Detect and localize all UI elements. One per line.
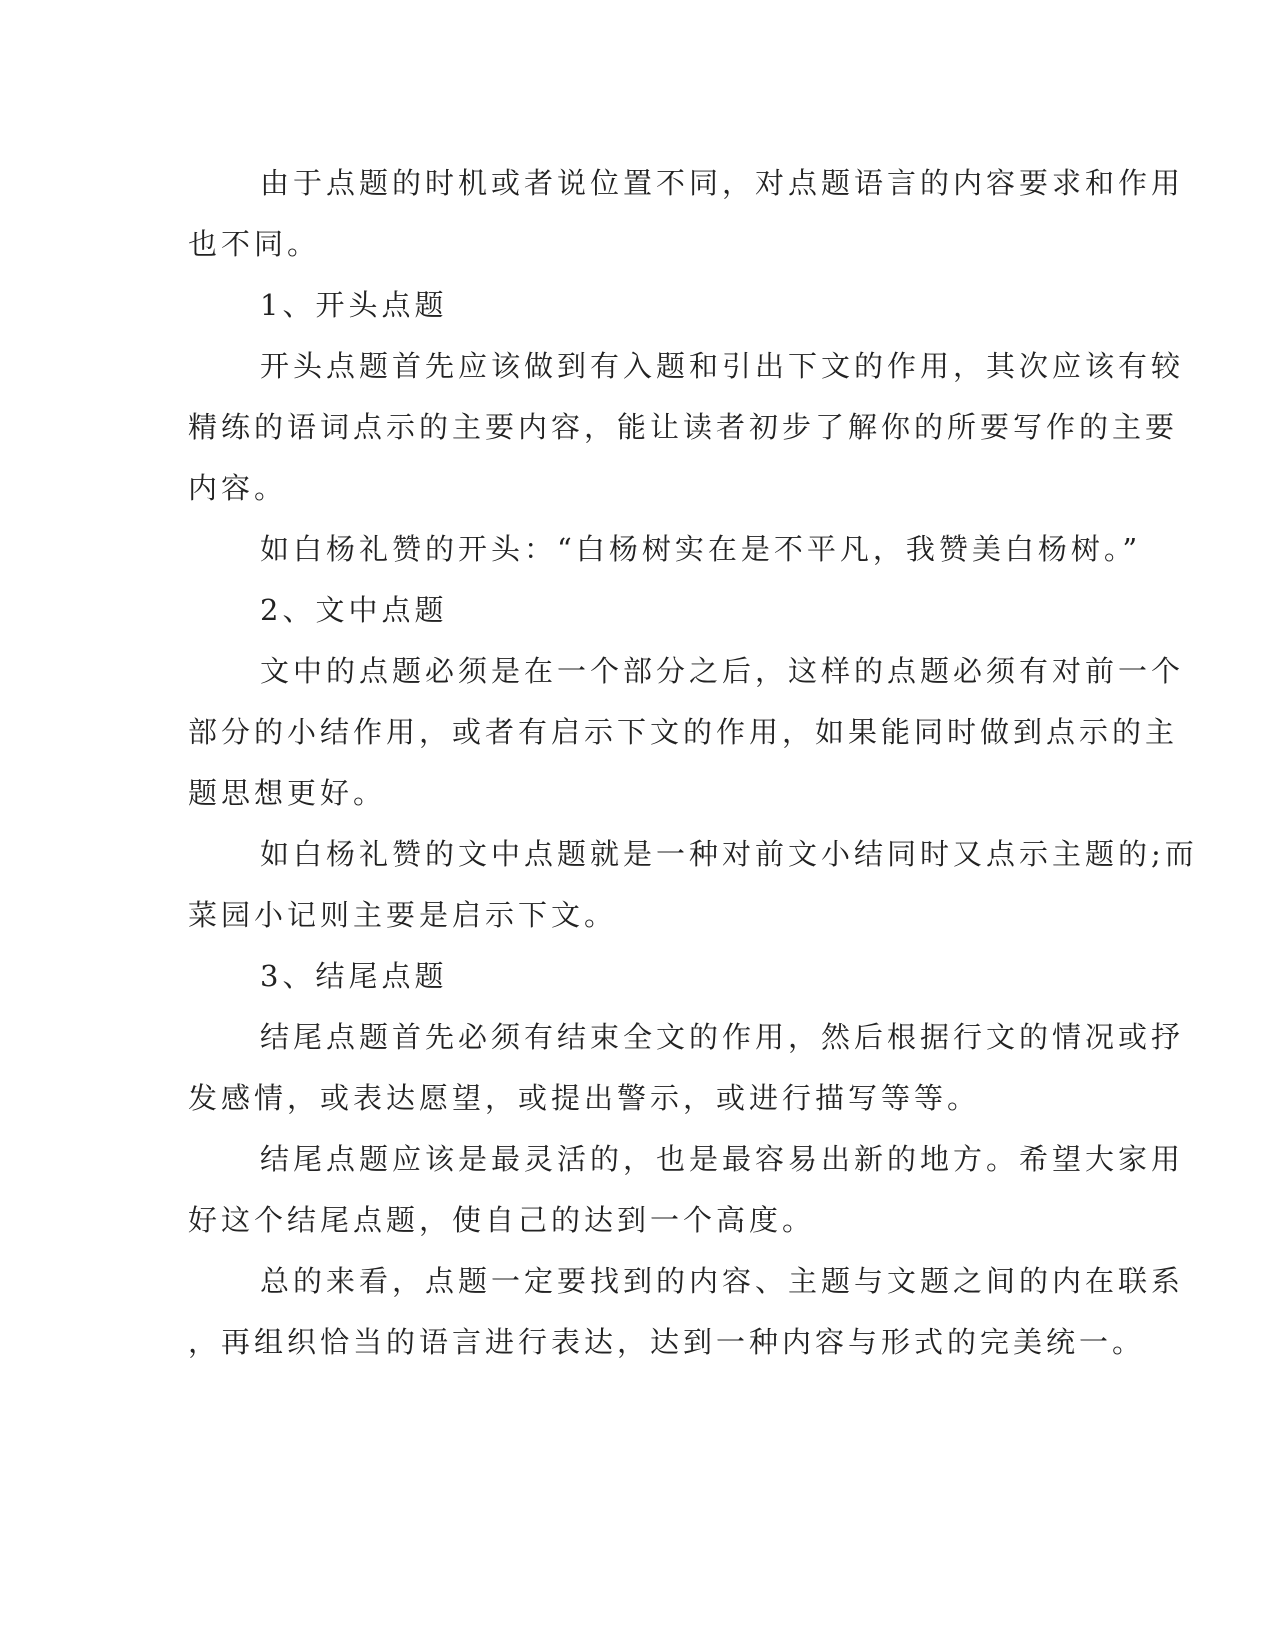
- text-line: 发感情，或表达愿望，或提出警示，或进行描写等等。: [188, 1081, 981, 1115]
- text-line: 由于点题的时机或者说位置不同，对点题语言的内容要求和作用: [260, 166, 1185, 200]
- text-line: 结尾点题首先必须有结束全文的作用，然后根据行文的情况或抒: [260, 1020, 1185, 1054]
- text-line: 部分的小结作用，或者有启示下文的作用，如果能同时做到点示的主: [188, 715, 1179, 749]
- text-line: ，再组织恰当的语言进行表达，达到一种内容与形式的完美统一。: [188, 1325, 1146, 1359]
- heading-ending-point: [188, 946, 1068, 1007]
- paragraph-opening-explanation: [188, 336, 1185, 519]
- section-heading: 2、文中点题: [260, 593, 448, 627]
- paragraph-middle-example: [188, 824, 1198, 946]
- text-line: 好这个结尾点题，使自己的达到一个高度。: [188, 1203, 816, 1237]
- paragraph-summary: [188, 1251, 1185, 1373]
- text-line: 结尾点题应该是最灵活的，也是最容易出新的地方。希望大家用: [260, 1142, 1185, 1176]
- text-line: 也不同。: [188, 227, 321, 261]
- text-line: 总的来看，点题一定要找到的内容、主题与文题之间的内在联系: [260, 1264, 1185, 1298]
- text-line: 如白杨礼赞的文中点题就是一种对前文小结同时又点示主题的;而: [260, 837, 1198, 871]
- document-body: [188, 153, 1198, 1373]
- text-line: 如白杨礼赞的开头：“白杨树实在是不平凡，我赞美白杨树。”: [260, 532, 1142, 566]
- text-line: 开头点题首先应该做到有入题和引出下文的作用，其次应该有较: [260, 349, 1185, 383]
- paragraph-ending-advice: [188, 1129, 1185, 1251]
- text-line: 精练的语词点示的主要内容，能让读者初步了解你的所要写作的主要: [188, 410, 1179, 444]
- paragraph-intro: [188, 153, 1185, 275]
- paragraph-middle-explanation: [188, 641, 1185, 824]
- text-line: 菜园小记则主要是启示下文。: [188, 898, 618, 932]
- text-line: 题思想更好。: [188, 776, 387, 810]
- paragraph-opening-example: [188, 519, 1142, 580]
- section-heading: 3、结尾点题: [260, 959, 448, 993]
- heading-opening-point: [188, 275, 1068, 336]
- paragraph-ending-explanation: [188, 1007, 1185, 1129]
- text-line: 文中的点题必须是在一个部分之后，这样的点题必须有对前一个: [260, 654, 1185, 688]
- heading-middle-point: [188, 580, 1068, 641]
- section-heading: 1、开头点题: [260, 288, 448, 322]
- text-line: 内容。: [188, 471, 288, 505]
